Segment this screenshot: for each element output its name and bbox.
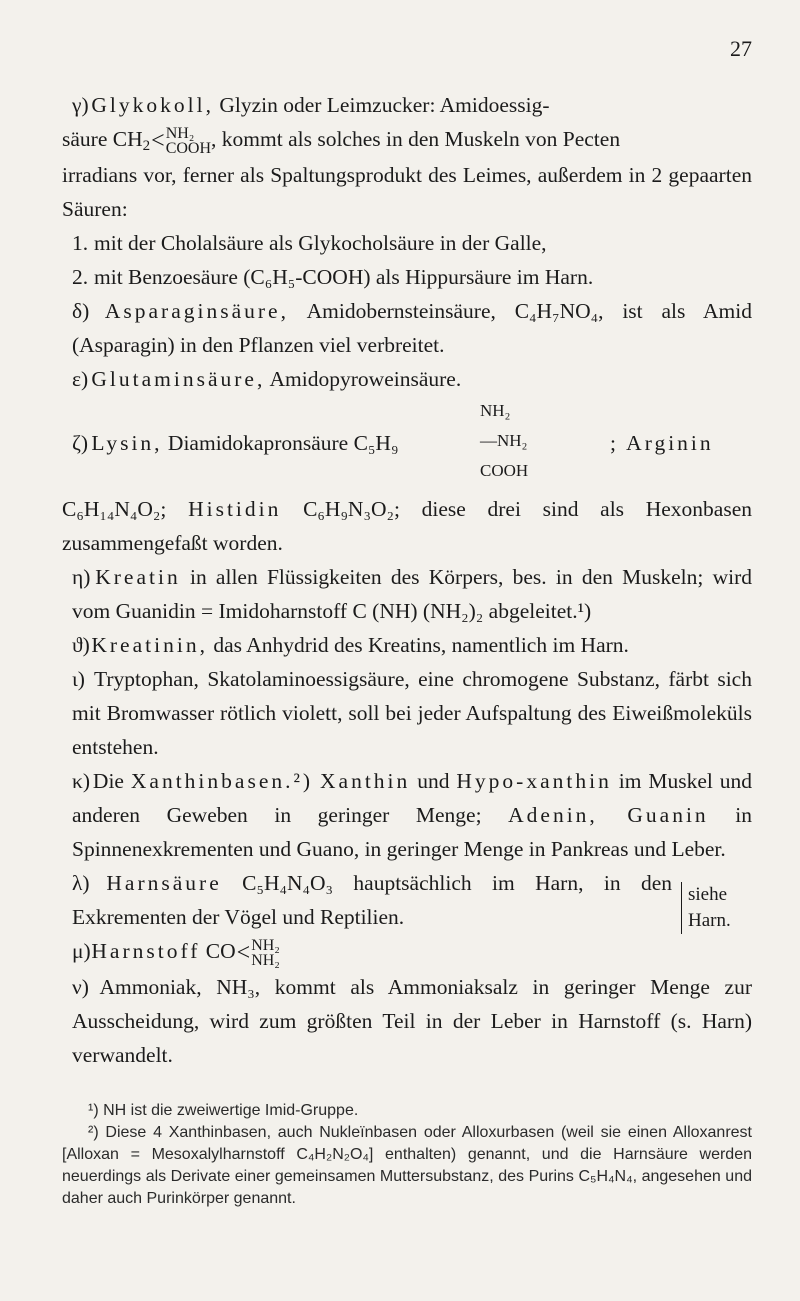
entry-term: Lysin,	[91, 431, 163, 456]
urea-formula: NH₂ NH₂	[251, 937, 280, 970]
entry-tryptophan: ι) Tryptophan, Skatolaminoessigsäure, eine chromogene Substanz, färbt sich mit Bromwasser rötlich violett, soll bei jeder Aufspaltung des Eiweißmoleküls entstehen.	[72, 667, 752, 760]
entry-term: Glykokoll,	[91, 93, 214, 117]
side-note: siehe Harn.	[681, 882, 756, 934]
entry-lysin: ζ) Lysin, Diamidokapronsäure C₅H₉ NH₂ —NH₂ COOH ; Arginin	[62, 396, 752, 492]
footnote: ¹) NH ist die zweiwertige Imid-Gruppe.	[88, 1102, 359, 1119]
footnote: ²) Diese 4 Xanthinbasen, auch Nukleïnbasen oder Alloxurbasen (weil sie einen Alloxanrest [Alloxan = Mesoxalylharnstoff C₄H₂N₂O₄] enthalten) genannt, und die Harnsäure werden neuerdings als Derivate einer gemeinsamen Muttersubstanz, des Purins C₅H₄N₄, angesehen und daher auch Purinkörper genannt.	[62, 1124, 752, 1207]
entry-harnsaeure: λ) Harnsäure C₅H₄N₄O₃ hauptsächlich im Harn, in den Exkrementen der Vögel und Reptilien.	[72, 871, 672, 930]
page-number: 27	[730, 36, 752, 61]
entry-xanthinbasen: κ) Die Xanthinbasen.²) Xanthin und Hypo-xanthin im Muskel und anderen Geweben in geringer Menge; Adenin, Guanin in Spinnenexkrementen und Guano, in geringer Menge in Pankreas und Leber.	[72, 769, 753, 862]
list-item: 2. mit Benzoesäure (C₆H₅-COOH) als Hippursäure im Harn.	[72, 265, 594, 290]
entry-term: Asparaginsäure,	[104, 299, 289, 324]
entry-glutaminsaeure: ε) Glutaminsäure, Amidopyroweinsäure.	[72, 367, 462, 392]
entry-term: Adenin, Guanin	[508, 803, 709, 828]
entry-asparaginsaeure: δ) Asparaginsäure, Amidobernsteinsäure, C₄H₇NO₄, ist als Amid (Asparagin) in den Pflanzen viel verbreitet.	[72, 299, 752, 358]
entry-kreatinin: ϑ) Kreatinin, das Anhydrid des Kreatins, namentlich im Harn.	[72, 633, 629, 658]
entry-harnstoff: μ) Harnstoff CO< NH₂ NH₂	[72, 937, 280, 970]
entry-glykokoll-formula-line: säure $CH_2<$ NH₂ COOH , kommt als solches in den Muskeln von Pecten	[62, 125, 621, 158]
glycine-formula: NH₂ COOH	[165, 125, 212, 158]
main-text	[62, 88, 752, 1072]
entry-term: Xanthinbasen.²)	[130, 769, 314, 794]
entry-term: Histidin	[188, 497, 282, 522]
entry-term: Glutaminsäure,	[91, 367, 266, 392]
harn-group	[62, 866, 752, 970]
entry-kreatin: η) Kreatin in allen Flüssigkeiten des Körpers, bes. in den Muskeln; wird vom Guanidin = Imidoharnstoff C (NH) (NH₂)₂ abgeleitet.¹)	[72, 565, 753, 624]
entry-term: Xanthin	[320, 769, 411, 794]
list-item: 1. mit der Cholalsäure als Glykocholsäure in der Galle,	[72, 231, 547, 256]
entry-term: Harnsäure	[106, 871, 222, 896]
entry-mark: γ)	[72, 93, 89, 117]
lysine-formula-branch: NH₂ —NH₂ COOH	[480, 401, 529, 481]
entry-ammoniak: ν) Ammoniak, NH₃, kommt als Ammoniaksalz in geringer Menge zur Ausscheidung, wird zum größten Teil in der Leber in Harnstoff (s. Harn) verwandelt.	[72, 975, 752, 1068]
entry-term: Hypo-xanthin	[456, 769, 612, 794]
entry-glykokoll-cont: irradians vor, ferner als Spaltungsprodukt des Leimes, außerdem in 2 gepaarten Säuren:	[62, 163, 752, 222]
entry-term: Kreatin	[95, 565, 181, 590]
entry-lysin-cont: C₆H₁₄N₄O₂; Histidin C₆H₉N₃O₂; diese drei sind als Hexonbasen zusammengefaßt worden.	[62, 497, 753, 556]
entry-text: Glyzin oder Leimzucker: Amidoessig-	[219, 93, 550, 117]
entry-term: Harnstoff	[91, 939, 201, 964]
entry-glykokoll	[62, 88, 752, 122]
footnotes	[62, 1100, 752, 1210]
entry-term: Kreatinin,	[91, 633, 208, 658]
entry-term-arginin: ; Arginin	[610, 431, 714, 456]
